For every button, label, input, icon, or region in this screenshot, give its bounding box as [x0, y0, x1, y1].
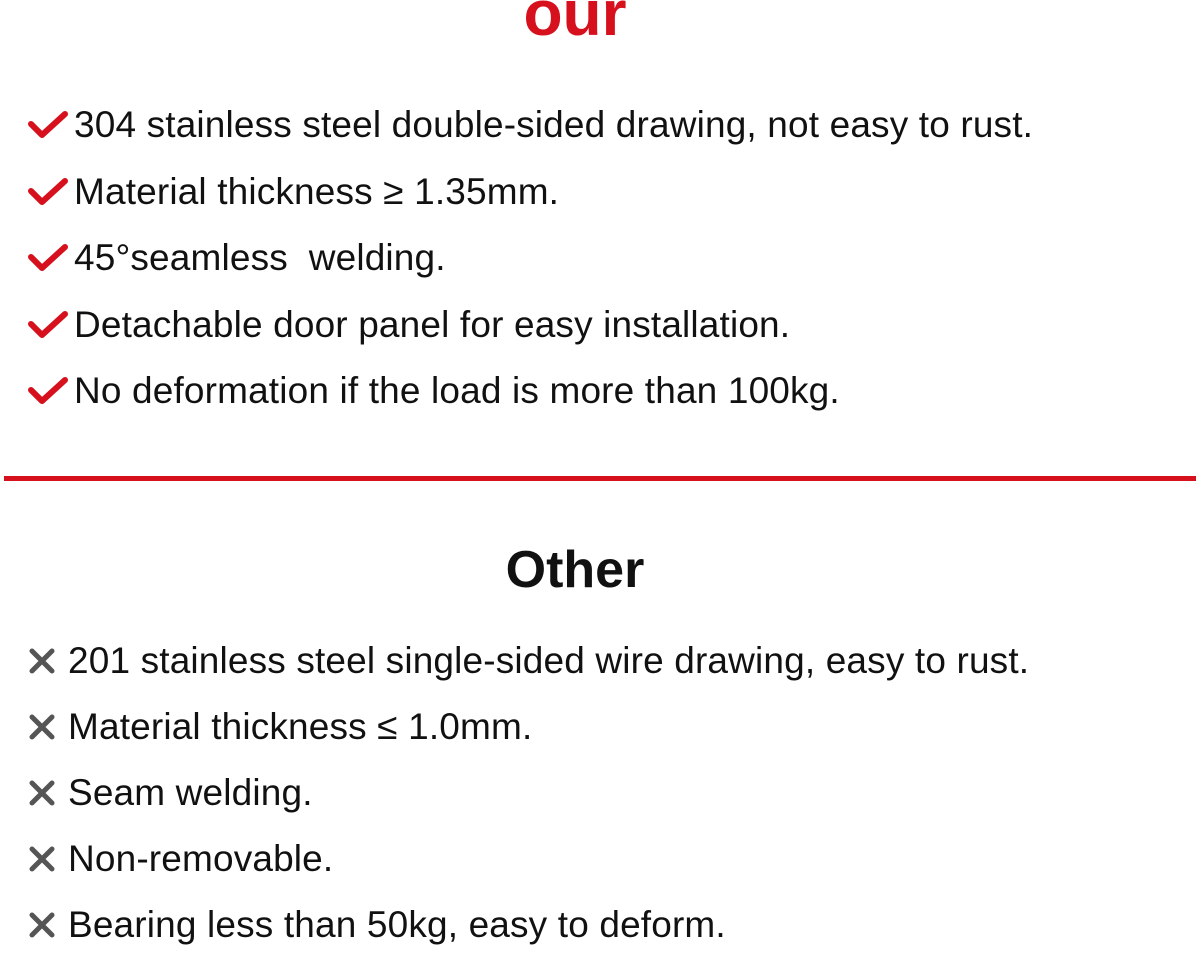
our-feature-text: Material thickness ≥ 1.35mm. [74, 170, 560, 212]
our-feature-item [28, 292, 1033, 359]
check-icon [28, 310, 68, 340]
other-feature-item [28, 628, 1029, 694]
section-divider [4, 476, 1196, 481]
other-feature-text: 201 stainless steel single-sided wire drawing, easy to rust. [68, 640, 1030, 681]
our-feature-item [28, 159, 1033, 226]
our-heading: our [523, 0, 627, 49]
other-feature-text: Seam welding. [68, 772, 313, 813]
our-feature-item [28, 358, 1033, 425]
our-feature-text: No deformation if the load is more than 100kg. [74, 370, 840, 412]
cross-icon [28, 845, 56, 873]
other-feature-text: Material thickness ≤ 1.0mm. [68, 706, 533, 747]
other-feature-item [28, 826, 1029, 892]
our-feature-text: Detachable door panel for easy installation. [74, 303, 791, 345]
check-icon [28, 376, 68, 406]
other-features-list [28, 628, 1029, 958]
other-feature-item [28, 760, 1029, 826]
our-feature-text: 304 stainless steel double-sided drawing, not easy to rust. [74, 104, 1034, 146]
our-feature-text: 45°seamless welding. [74, 237, 446, 279]
other-feature-item [28, 892, 1029, 958]
other-feature-text: Bearing less than 50kg, easy to deform. [68, 904, 726, 945]
cross-icon [28, 647, 56, 675]
other-feature-item [28, 694, 1029, 760]
other-feature-text: Non-removable. [68, 838, 334, 879]
our-feature-item [28, 92, 1033, 159]
check-icon [28, 243, 68, 273]
check-icon [28, 177, 68, 207]
cross-icon [28, 779, 56, 807]
other-heading: Other [505, 541, 645, 599]
our-features-list [28, 92, 1033, 425]
cross-icon [28, 911, 56, 939]
our-feature-item [28, 225, 1033, 292]
check-icon [28, 110, 68, 140]
cross-icon [28, 713, 56, 741]
